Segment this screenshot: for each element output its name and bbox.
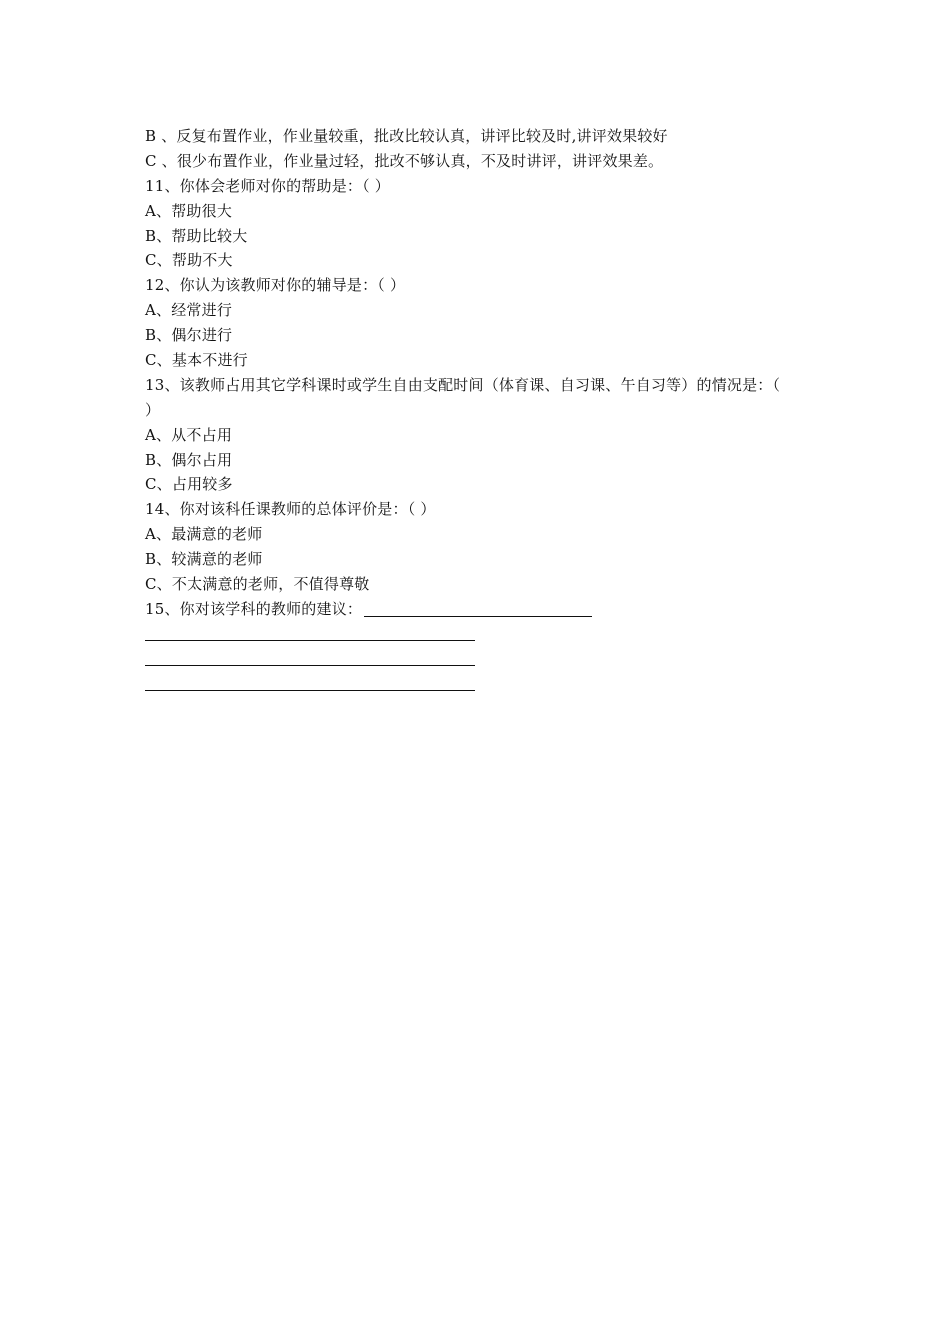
question-15	[145, 597, 825, 622]
option-13a: A、从不占用	[145, 425, 233, 444]
question-14: 14、你对该科任课教师的总体评价是：（ ）	[145, 500, 436, 519]
option-12b: B、偶尔进行	[145, 326, 233, 345]
option-14c: C、不太满意的老师，不值得尊敬	[145, 575, 370, 594]
question-11: 11、你体会老师对你的帮助是：（ ）	[145, 176, 390, 195]
suggestion-blank-inline[interactable]	[364, 600, 592, 617]
question-13-continuation: ）	[145, 400, 161, 419]
option-11c: C、帮助不大	[145, 251, 233, 270]
questionnaire-body	[145, 124, 825, 622]
question-15-prompt: 15、你对该学科的教师的建议：	[145, 599, 363, 618]
option-12a: A、经常进行	[145, 301, 233, 320]
option-12c: C、基本不进行	[145, 351, 248, 370]
option-11b: B、帮助比较大	[145, 226, 248, 245]
suggestion-blank-line-2[interactable]	[145, 665, 475, 666]
suggestion-blank-line-3[interactable]	[145, 690, 475, 691]
option-14a: A、最满意的老师	[145, 525, 263, 544]
suggestion-blank-line-1[interactable]	[145, 640, 475, 641]
option-13b: B、偶尔占用	[145, 450, 233, 469]
question-13: 13、该教师占用其它学科课时或学生自由支配时间（体育课、自习课、午自习等）的情况是：（	[145, 375, 781, 394]
option-13c: C、占用较多	[145, 475, 233, 494]
option-11a: A、帮助很大	[145, 201, 233, 220]
option-10b: B 、反复布置作业，作业量较重，批改比较认真，讲评比较及时,讲评效果较好	[145, 127, 668, 145]
option-10c: C 、很少布置作业，作业量过轻，批改不够认真，不及时讲评，讲评效果差。	[145, 151, 664, 170]
question-12: 12、你认为该教师对你的辅导是：（ ）	[145, 276, 406, 295]
option-14b: B、较满意的老师	[145, 550, 263, 569]
